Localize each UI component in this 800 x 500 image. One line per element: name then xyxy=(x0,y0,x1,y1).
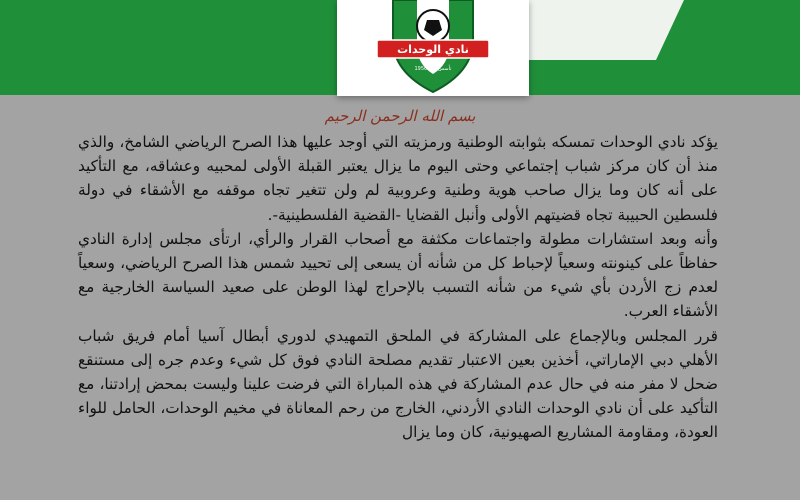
statement-body xyxy=(78,130,718,445)
bismillah-heading: بسم الله الرحمن الرحيم xyxy=(324,107,476,125)
paragraph-2: وأنه وبعد استشارات مطولة واجتماعات مكثفة مع أصحاب القرار والرأي، ارتأى مجلس إدارة النادي حفاظاً على كينونته وسعياً لإحباط كل من شأنه أن يسعى إلى تحييد شمس هذا الصرح الرياضي، وسعياً لعدم زج الأردن بأي شيء من شأنه التسبب بالإحراج لهذا الوطن على صعيد السياسة الخارجية مع الأشقاء العرب. xyxy=(78,229,718,321)
paragraph-1: يؤكد نادي الوحدات تمسكه بثوابته الوطنية ورمزيته التي أوجد عليها هذا الصرح الرياضي الشامخ، والذي منذ أن كان مركز شباب إجتماعي وحتى اليوم ما يزال يعتبر القبلة الأولى لمحبيه وعشاقه، مع التأكيد على أنه كان وما يزال صاحب هوية وطنية وعروبية لم ولن تتغير تجاه موقفه مع الأشقاء في دولة فلسطين الحبيبة تجاه قضيتهم الأولى وأنبل القضايا -القضية الفلسطينية-. xyxy=(78,133,718,224)
paragraph-3: قرر المجلس وبالإجماع على المشاركة في الملحق التمهيدي لدوري أبطال آسيا أمام فريق شباب الأهلي دبي الإماراتي، أخذين بعين الاعتبار تقديم مصلحة النادي فوق كل شيء وعدم جره إلى مستنقع ضحل لا مفر منه في حال عدم المشاركة في هذه المباراة التي فرضت علينا وليست بمحض إرادتنا، مع التأكيد على أن نادي الوحدات النادي الأردني، الخارج من رحم المعاناة في مخيم الوحدات، الحامل للواء العودة، ومقاومة المشاريع الصهيونية، كان وما يزال xyxy=(78,326,718,442)
logo-subtitle: تأسس عام 1956 xyxy=(414,66,452,72)
logo-card xyxy=(337,0,529,96)
logo-name: نادي الوحدات xyxy=(397,43,469,56)
club-crest-icon xyxy=(357,0,509,96)
